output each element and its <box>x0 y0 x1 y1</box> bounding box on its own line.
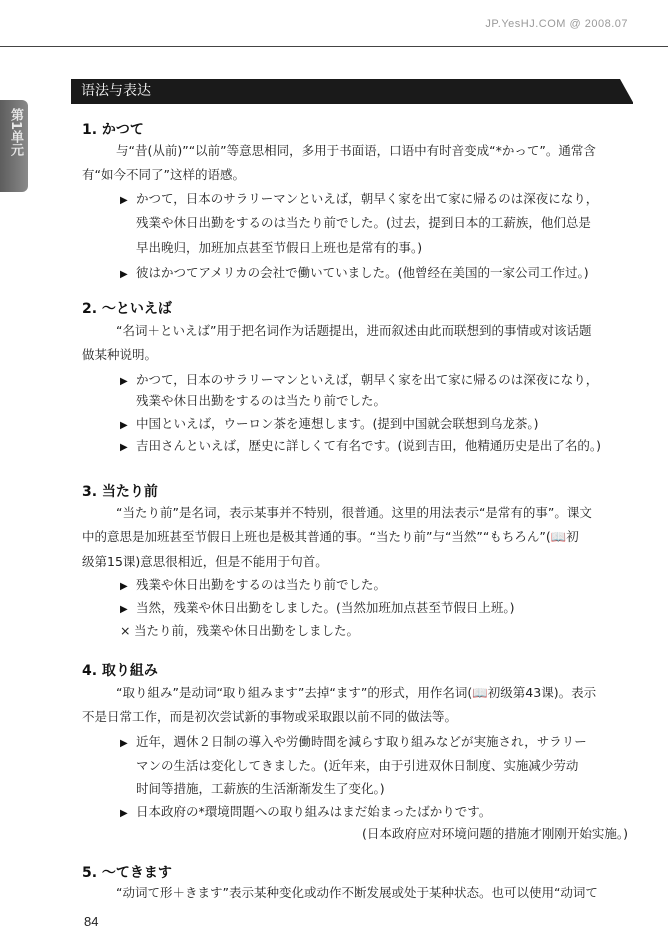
top-rule <box>0 46 668 47</box>
paragraph-1-line-1: 与“昔(从前)”“以前”等意思相同，多用于书面语，口语中有时音变成“*かって”。通常含 <box>116 143 596 158</box>
heading-4: 4. 取り組み <box>82 663 158 679</box>
heading-3: 3. 当たり前 <box>82 484 158 500</box>
bullet-icon: ▶ <box>120 581 128 592</box>
wrong-example <box>120 618 359 643</box>
heading-2: 2. ～といえば <box>82 301 172 317</box>
example-4-1 <box>120 729 587 756</box>
paragraph-2-line-1: “名词＋といえば”用于把名词作为话题提出，进而叙述由此而联想到的事情或对该话题 <box>116 323 592 338</box>
example-1-1-line-2: 残業や休日出勤をするのは当たり前でした。(过去，提到日本的工薪族，他们总是 <box>136 215 591 230</box>
wrong-example-text: 当たり前，残業や休日出勤をしました。 <box>134 623 360 638</box>
example-line: 当然，残業や休日出勤をしました。(当然加班加点甚至节假日上班。) <box>136 600 515 615</box>
bullet-icon: ▶ <box>120 195 128 206</box>
example-line: 彼はかつてアメリカの会社で働いていました。(他曾经在美国的一家公司工作过。) <box>136 265 589 280</box>
paragraph-3-line-2: 中的意思是加班甚至节假日上班也是极其普通的事。“当たり前”与“当然”“もちろん”(📖初 <box>82 529 579 544</box>
paragraph-5-line-1: “动词て形＋きます”表示某种变化或动作不断发展或处于某种状态。也可以使用“动词て <box>116 885 598 900</box>
example-2-3 <box>120 433 601 460</box>
example-1-2 <box>120 260 589 287</box>
bullet-icon: ▶ <box>120 442 128 453</box>
example-1-1 <box>120 186 598 213</box>
bullet-icon: ▶ <box>120 738 128 749</box>
example-line: 中国といえば，ウーロン茶を連想します。(提到中国就会联想到乌龙茶。) <box>136 416 539 431</box>
heading-5: 5. ～てきます <box>82 865 172 881</box>
side-tab-label: 第1单元 <box>8 108 23 157</box>
paragraph-1-line-2: 有“如今不同了”这样的语感。 <box>82 167 245 182</box>
page-number: 84 <box>84 914 99 929</box>
section-bar-corner <box>620 79 634 104</box>
bullet-icon: ▶ <box>120 420 128 431</box>
example-1-1-line-3: 早出晚归，加班加点甚至节假日上班也是常有的事。) <box>136 240 423 255</box>
bullet-icon: ▶ <box>120 604 128 615</box>
source-note: (日本政府应对环境问题的措施才刚刚开始实施。) <box>361 826 628 841</box>
paragraph-3-line-1: “当たり前”是名词，表示某事并不特别，很普通。这里的用法表示“是常有的事”。课文 <box>116 505 592 520</box>
example-line: 吉田さんといえば，歴史に詳しくて有名です。(说到吉田，他精通历史是出了名的。) <box>136 438 602 453</box>
side-tab <box>0 100 28 192</box>
cross-icon: × <box>120 623 131 638</box>
example-line: 日本政府の*環境問題への取り組みはまだ始まったばかりです。 <box>136 804 492 819</box>
watermark: JP.YesHJ.COM @ 2008.07 <box>485 18 628 30</box>
bullet-icon: ▶ <box>120 269 128 280</box>
example-line: 残業や休日出勤をするのは当たり前でした。 <box>136 577 387 592</box>
paragraph-4-line-1: “取り組み”是动词“取り組みます”去掉“ます”的形式，用作名词(📖初级第43课)。表示 <box>116 685 597 700</box>
example-line: かつて，日本のサラリーマンといえば，朝早く家を出て家に帰るのは深夜になり， <box>136 372 599 387</box>
example-2-1-line-2: 残業や休日出勤をするのは当たり前でした。 <box>136 393 387 408</box>
example-4-1-line-3: 时间等措施，工薪族的生活渐渐发生了变化。) <box>136 781 385 796</box>
paragraph-2-line-2: 做某种说明。 <box>82 347 158 362</box>
example-line: かつて，日本のサラリーマンといえば，朝早く家を出て家に帰るのは深夜になり， <box>136 191 599 206</box>
heading-1: 1. かつて <box>82 122 144 138</box>
example-line: 近年，週休２日制の導入や労働時間を減らす取り組みなどが実施され，サラリー <box>136 734 587 749</box>
section-title-bar <box>71 79 633 104</box>
paragraph-3-line-3: 级第15课)意思很相近，但是不能用于句首。 <box>82 554 328 569</box>
bullet-icon: ▶ <box>120 376 128 387</box>
example-4-1-line-2: マンの生活は変化してきました。(近年来，由于引进双休日制度、实施减少劳动 <box>136 758 579 773</box>
section-title: 语法与表达 <box>81 83 151 99</box>
paragraph-4-line-2: 不是日常工作，而是初次尝试新的事物或采取跟以前不同的做法等。 <box>82 709 458 724</box>
bullet-icon: ▶ <box>120 808 128 819</box>
